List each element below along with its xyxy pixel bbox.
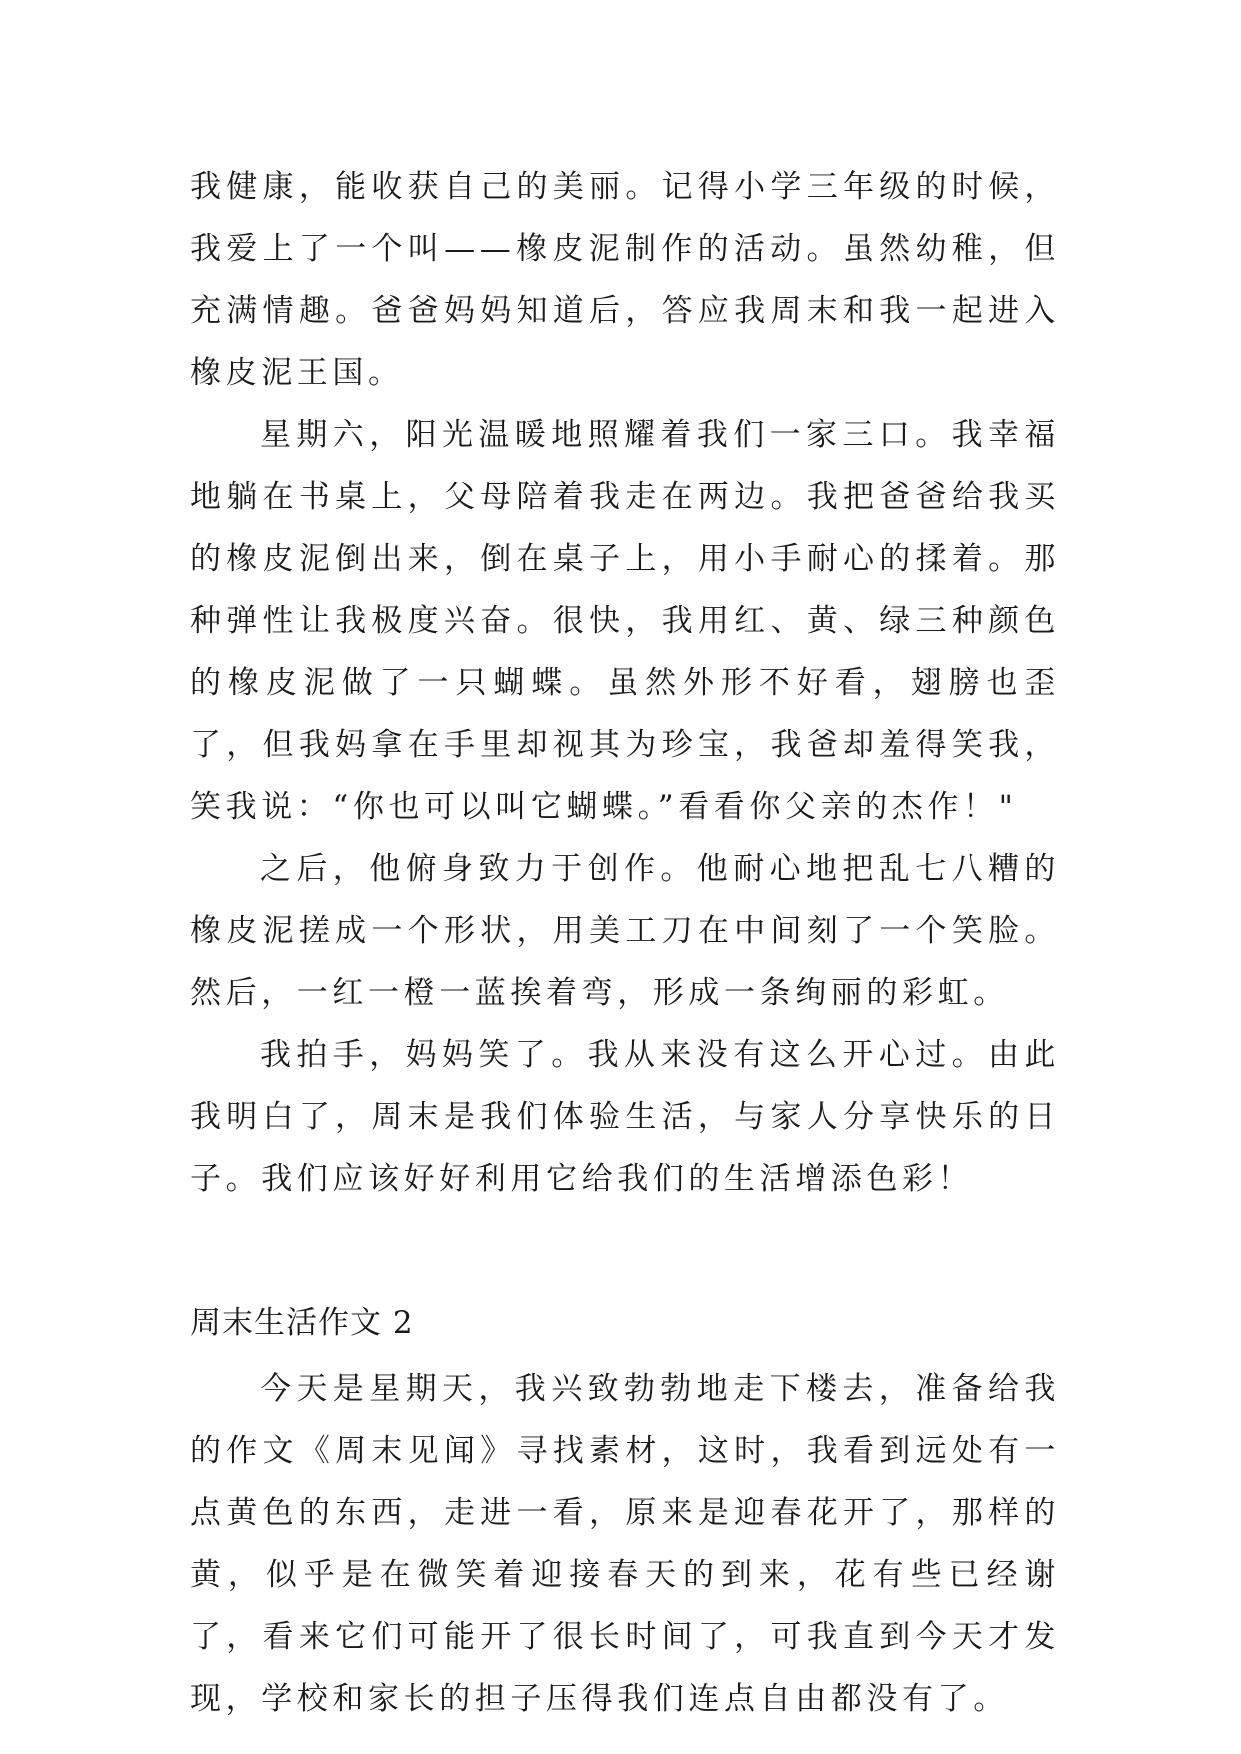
- document-body: [190, 156, 1060, 1730]
- section-heading: 周末生活作文 2: [190, 1305, 414, 1341]
- paragraph-continuation: 我健康，能收获自己的美丽。记得小学三年级的时候，我爱上了一个叫——橡皮泥制作的活动。虽然幼稚，但充满情趣。爸爸妈妈知道后，答应我周末和我一起进入橡皮泥王国。: [190, 169, 1060, 391]
- paragraph-creation: 之后，他俯身致力于创作。他耐心地把乱七八糟的橡皮泥搓成一个形状，用美工刀在中间刻了一个笑脸。然后，一红一橙一蓝挨着弯，形成一条绚丽的彩虹。: [190, 851, 1060, 1011]
- paragraph-saturday: 星期六，阳光温暖地照耀着我们一家三口。我幸福地躺在书桌上，父母陪着我走在两边。我把爸爸给我买的橡皮泥倒出来，倒在桌子上，用小手耐心的揉着。那种弹性让我极度兴奋。很快，我用红、黄、绿三种颜色的橡皮泥做了一只蝴蝶。虽然外形不好看，翅膀也歪了，但我妈拿在手里却视其为珍宝，我爸却羞得笑我，笑我说：“你也可以叫它蝴蝶。”看看你父亲的杰作！": [190, 417, 1060, 825]
- paragraph-conclusion: 我拍手，妈妈笑了。我从来没有这么开心过。由此我明白了，周末是我们体验生活，与家人分享快乐的日子。我们应该好好利用它给我们的生活增添色彩！: [190, 1037, 1060, 1197]
- paragraph-sunday: 今天是星期天，我兴致勃勃地走下楼去，准备给我的作文《周末见闻》寻找素材，这时，我看到远处有一点黄色的东西，走进一看，原来是迎春花开了，那样的黄，似乎是在微笑着迎接春天的到来，花有些已经谢了，看来它们可能开了很长时间了，可我直到今天才发现，学校和家长的担子压得我们连点自由都没有了。: [190, 1371, 1060, 1717]
